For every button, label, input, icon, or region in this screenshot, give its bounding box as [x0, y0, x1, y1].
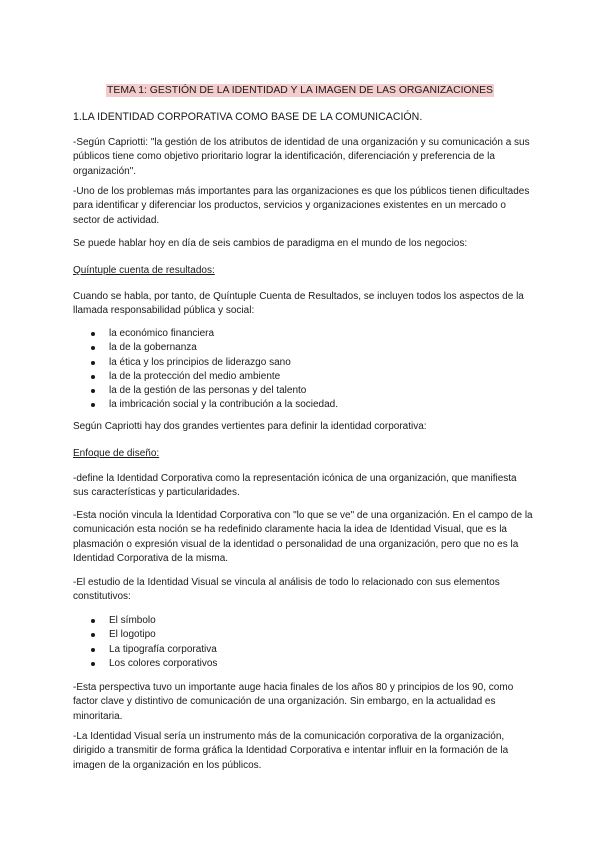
paragraph-capriotti-quote: -Según Capriotti: "la gestión de los atributos de identidad de una organización y su comunicación a sus públicos tiene como objetivo prioritario lograr la identificación, diferenciación y preferencia de la organización". — [73, 137, 530, 177]
list-item: la económico financiera — [73, 327, 533, 341]
paragraph-paradigm: Se puede hablar hoy en día de seis cambios de paradigma en el mundo de los negocios: — [73, 238, 468, 249]
list-item: La tipografía corporativa — [73, 643, 533, 657]
paragraph-define: -define la Identidad Corporativa como la representación icónica de una organización, que manifiesta sus características y particularidades. — [73, 473, 517, 499]
list-item: la imbricación social y la contribución a la sociedad. — [73, 398, 533, 412]
paragraph-problems: -Uno de los problemas más importantes para las organizaciones es que los públicos tienen dificultades para identificar y diferenciar los productos, servicios y organizaciones existentes en un mercado o sector de actividad. — [73, 186, 530, 226]
paragraph-estudio: -El estudio de la Identidad Visual se vincula al análisis de todo lo relacionado con sus elementos constitutivos: — [73, 577, 500, 603]
section-heading: 1.LA IDENTIDAD CORPORATIVA COMO BASE DE LA COMUNICACIÓN. — [73, 111, 423, 123]
paragraph-perspectiva: -Esta perspectiva tuvo un importante auge hacia finales de los años 80 y principios de los 90, como factor clave y distintivo de comunicación de una organización. Sin embargo, en la actualidad es minoritaria. — [73, 682, 514, 722]
paragraph-quintuple: Cuando se habla, por tanto, de Quíntuple Cuenta de Resultados, se incluyen todos los aspectos de la llamada responsabilidad pública y social: — [73, 291, 524, 317]
title-highlight: TEMA 1: GESTIÓN DE LA IDENTIDAD Y LA IMAGEN DE LAS ORGANIZACIONES — [107, 85, 493, 96]
list-item: la de la gobernanza — [73, 341, 533, 355]
list-item: la de la gestión de las personas y del talento — [73, 384, 533, 398]
subheading-quintuple: Quíntuple cuenta de resultados: — [73, 265, 215, 276]
paragraph-nocion: -Esta noción vincula la Identidad Corporativa con "lo que se ve" de una organización. En el campo de la comunicación esta noción se ha redefinido claramente hacia la idea de Identidad Visual, que es la plasmación o expresión visual de la identidad o personalidad de una organización, pero que no es la Identidad Corporativa de la misma. — [73, 510, 533, 565]
paragraph-vertientes: Según Capriotti hay dos grandes vertientes para definir la identidad corporativa: — [73, 421, 427, 432]
list-item: Los colores corporativos — [73, 657, 533, 671]
list-item: la ética y los principios de liderazgo sano — [73, 356, 533, 370]
paragraph-instrumento: -La Identidad Visual sería un instrumento más de la comunicación corporativa de la organización, dirigido a transmitir de forma gráfica la Identidad Corporativa e intentar influir en la formación de la imagen de la organización en los públicos. — [73, 731, 509, 771]
subheading-diseno: Enfoque de diseño: — [73, 448, 160, 459]
list-item: El logotipo — [73, 628, 533, 642]
list-item: El símbolo — [73, 614, 533, 628]
responsibility-list — [73, 327, 533, 413]
document-title — [0, 84, 600, 97]
elements-list — [73, 614, 533, 671]
list-item: la de la protección del medio ambiente — [73, 370, 533, 384]
